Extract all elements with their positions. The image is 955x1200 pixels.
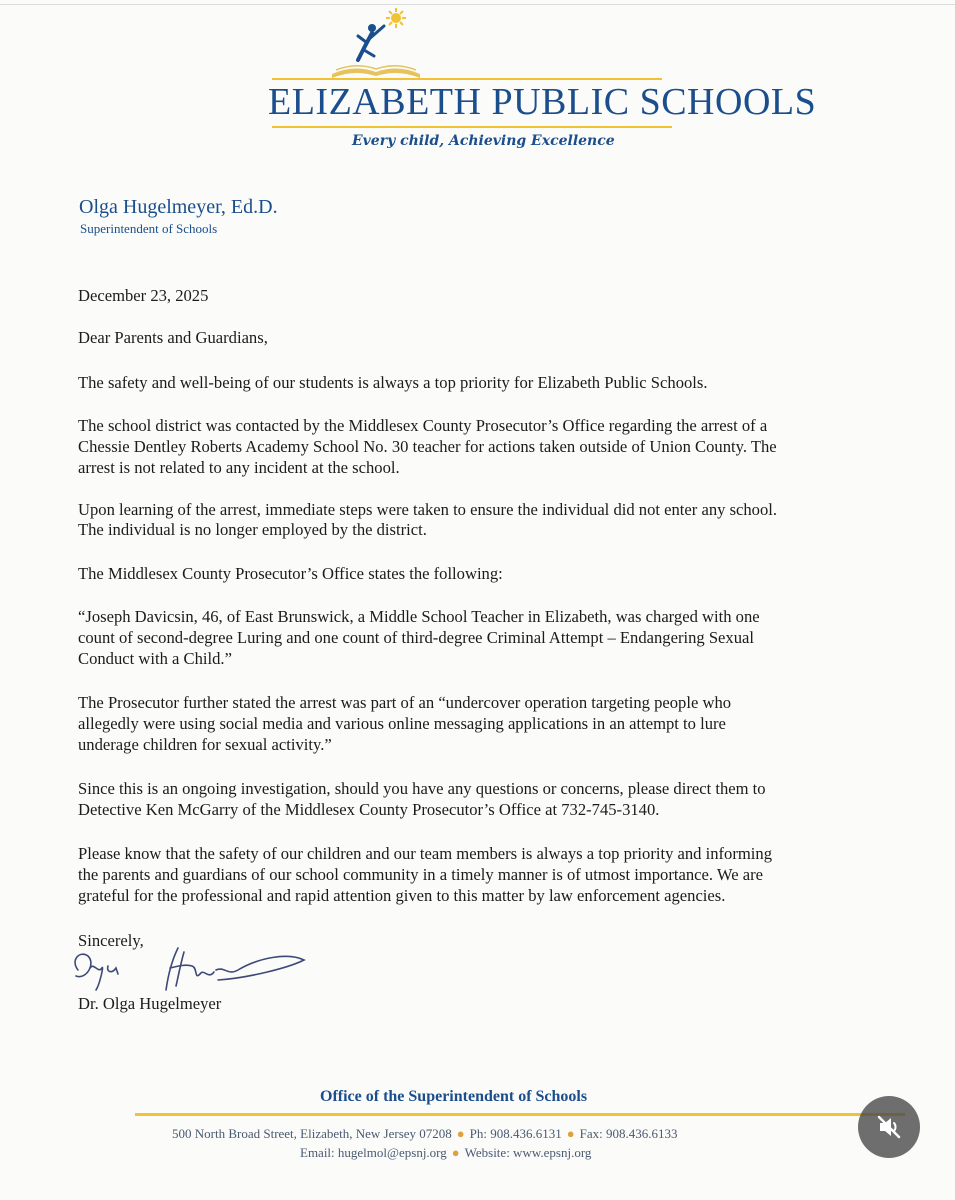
footer-rule [135,1113,905,1116]
footer-fax: Fax: 908.436.6133 [579,1126,678,1141]
paragraph-2-line: Chessie Dentley Roberts Academy School No. 30 teacher for actions taken outside of Union County. The [78,437,777,456]
footer-address-line [172,1126,677,1142]
bullet-icon: ● [451,1145,460,1160]
paragraph-8-line: Please know that the safety of our children and our team members is always a top priority and informing [78,844,772,863]
footer-email: Email: hugelmol@epsnj.org [300,1145,447,1160]
footer-phone: Ph: 908.436.6131 [469,1126,562,1141]
footer-contact-line [300,1145,591,1161]
signer-name: Dr. Olga Hugelmeyer [78,994,222,1013]
paragraph-8-line: grateful for the professional and rapid attention given to this matter by law enforcement agencies. [78,886,726,905]
district-name: ELIZABETH PUBLIC SCHOOLS [268,81,817,123]
letter-salutation: Dear Parents and Guardians, [78,328,268,347]
paragraph-1: The safety and well-being of our students is always a top priority for Elizabeth Public Schools. [78,373,708,392]
paragraph-2-line: arrest is not related to any incident at the school. [78,458,400,477]
paragraph-7-line: Since this is an ongoing investigation, should you have any questions or concerns, please direct them to [78,779,766,798]
letter-date: December 23, 2025 [78,286,209,305]
district-tagline: Every child, Achieving Excellence [352,133,615,149]
superintendent-title: Superintendent of Schools [80,221,218,236]
quote-line: Conduct with a Child.” [78,649,232,668]
paragraph-8-line: the parents and guardians of our school community in a timely manner is of utmost importance. We are [78,865,763,884]
speaker-muted-icon [874,1112,904,1142]
quote-line: “Joseph Davicsin, 46, of East Brunswick, a Middle School Teacher in Elizabeth, was charged with one [78,607,760,626]
paragraph-4: The Middlesex County Prosecutor’s Office states the following: [78,564,503,583]
paragraph-3-line: The individual is no longer employed by the district. [78,520,427,539]
paragraph-6-line: underage children for sexual activity.” [78,735,332,754]
handwritten-signature [68,940,308,1000]
bullet-icon: ● [456,1126,465,1141]
letterhead-rule-bottom [272,126,672,128]
paragraph-2-line: The school district was contacted by the Middlesex County Prosecutor’s Office regarding the arrest of a [78,416,768,435]
letter-closing: Sincerely, [78,931,144,950]
footer-website: Website: www.epsnj.org [464,1145,592,1160]
letterhead-rule-top [272,78,662,80]
bullet-icon: ● [566,1126,575,1141]
quote-line: count of second-degree Luring and one count of third-degree Criminal Attempt – Endangering Sexual [78,628,754,647]
paragraph-3-line: Upon learning of the arrest, immediate steps were taken to ensure the individual did not enter any school. [78,500,778,519]
paragraph-6-line: allegedly were using social media and various online messaging applications in an attempt to lure [78,714,726,733]
footer-office: Office of the Superintendent of Schools [320,1088,588,1105]
mute-toggle-button[interactable] [858,1096,920,1158]
district-logo-icon [328,6,428,84]
paragraph-6-line: The Prosecutor further stated the arrest was part of an “undercover operation targeting people who [78,693,732,712]
footer-address: 500 North Broad Street, Elizabeth, New Jersey 07208 [172,1126,452,1141]
superintendent-name: Olga Hugelmeyer, Ed.D. [79,196,278,218]
top-divider [0,4,955,5]
paragraph-7-line: Detective Ken McGarry of the Middlesex County Prosecutor’s Office at 732-745-3140. [78,800,660,819]
